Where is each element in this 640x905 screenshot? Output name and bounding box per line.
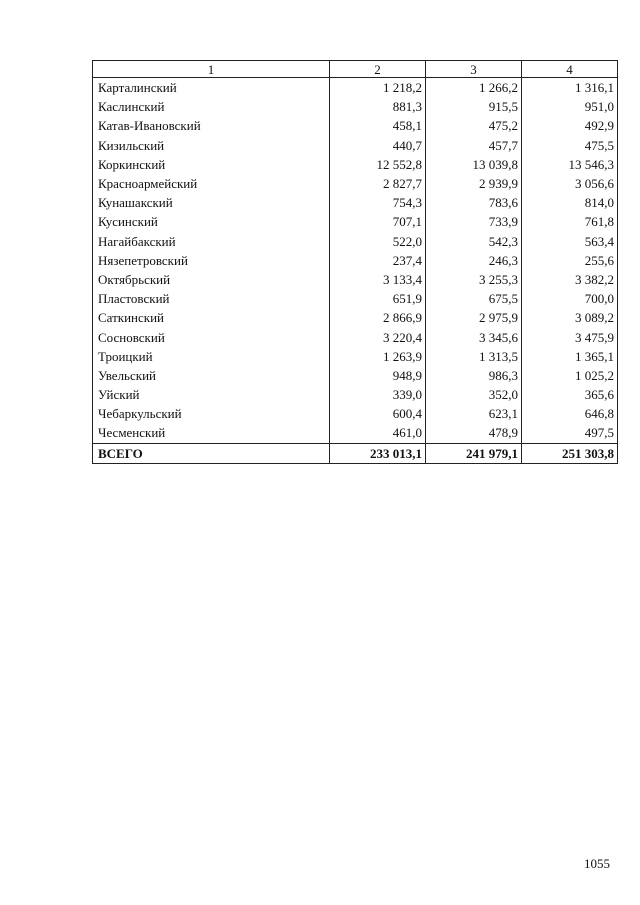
- value-col4: 13 546,3: [522, 155, 618, 174]
- district-name: Увельский: [93, 366, 330, 385]
- value-col4: 3 056,6: [522, 174, 618, 193]
- value-col2: 2 827,7: [330, 174, 426, 193]
- page-number: 1055: [584, 856, 610, 871]
- column-header-2: 2: [330, 61, 426, 78]
- table-row: [93, 251, 618, 270]
- value-col2: 881,3: [330, 97, 426, 116]
- value-col3: 1 266,2: [426, 78, 522, 98]
- district-name: Сосновский: [93, 327, 330, 346]
- value-col4: 1 365,1: [522, 347, 618, 366]
- value-col3: 2 939,9: [426, 174, 522, 193]
- value-col4: 492,9: [522, 116, 618, 135]
- table-row: [93, 327, 618, 346]
- value-col4: 1 316,1: [522, 78, 618, 98]
- district-name: Карталинский: [93, 78, 330, 98]
- district-name: Красноармейский: [93, 174, 330, 193]
- table-row: [93, 78, 618, 98]
- total-value-col2: 233 013,1: [330, 443, 426, 463]
- value-col3: 13 039,8: [426, 155, 522, 174]
- value-col2: 237,4: [330, 251, 426, 270]
- value-col2: 651,9: [330, 289, 426, 308]
- table-row: [93, 193, 618, 212]
- district-name: Катав-Ивановский: [93, 116, 330, 135]
- table-row: [93, 347, 618, 366]
- column-header-4: 4: [522, 61, 618, 78]
- table-row: [93, 404, 618, 423]
- table-row: [93, 423, 618, 443]
- value-col4: 497,5: [522, 423, 618, 443]
- value-col2: 948,9: [330, 366, 426, 385]
- district-name: Октябрьский: [93, 270, 330, 289]
- value-col3: 986,3: [426, 366, 522, 385]
- value-col4: 646,8: [522, 404, 618, 423]
- value-col4: 814,0: [522, 193, 618, 212]
- district-name: Чебаркульский: [93, 404, 330, 423]
- value-col2: 600,4: [330, 404, 426, 423]
- value-col2: 2 866,9: [330, 308, 426, 327]
- value-col3: 246,3: [426, 251, 522, 270]
- header-row: [93, 61, 618, 78]
- table-row: [93, 136, 618, 155]
- district-name: Саткинский: [93, 308, 330, 327]
- value-col2: 1 263,9: [330, 347, 426, 366]
- value-col3: 478,9: [426, 423, 522, 443]
- table-row: [93, 155, 618, 174]
- value-col3: 2 975,9: [426, 308, 522, 327]
- value-col2: 12 552,8: [330, 155, 426, 174]
- district-name: Кизильский: [93, 136, 330, 155]
- district-name: Кунашакский: [93, 193, 330, 212]
- table-header: [93, 61, 618, 78]
- column-header-1: 1: [93, 61, 330, 78]
- table-row: [93, 116, 618, 135]
- value-col3: 1 313,5: [426, 347, 522, 366]
- total-label: ВСЕГО: [93, 443, 330, 463]
- district-name: Каслинский: [93, 97, 330, 116]
- value-col3: 475,2: [426, 116, 522, 135]
- value-col2: 707,1: [330, 212, 426, 231]
- value-col3: 542,3: [426, 232, 522, 251]
- table-body: [93, 78, 618, 444]
- district-name: Кусинский: [93, 212, 330, 231]
- district-name: Нязепетровский: [93, 251, 330, 270]
- value-col2: 522,0: [330, 232, 426, 251]
- value-col4: 563,4: [522, 232, 618, 251]
- district-name: Коркинский: [93, 155, 330, 174]
- value-col2: 754,3: [330, 193, 426, 212]
- value-col3: 733,9: [426, 212, 522, 231]
- value-col4: 951,0: [522, 97, 618, 116]
- value-col4: 255,6: [522, 251, 618, 270]
- district-name: Троицкий: [93, 347, 330, 366]
- total-value-col3: 241 979,1: [426, 443, 522, 463]
- value-col4: 761,8: [522, 212, 618, 231]
- value-col2: 461,0: [330, 423, 426, 443]
- column-header-3: 3: [426, 61, 522, 78]
- value-col3: 915,5: [426, 97, 522, 116]
- table-row: [93, 174, 618, 193]
- table-row: [93, 385, 618, 404]
- value-col2: 1 218,2: [330, 78, 426, 98]
- budget-table: [92, 60, 618, 464]
- district-name: Уйский: [93, 385, 330, 404]
- table-row: [93, 366, 618, 385]
- value-col3: 783,6: [426, 193, 522, 212]
- table-row: [93, 97, 618, 116]
- value-col4: 3 089,2: [522, 308, 618, 327]
- value-col2: 3 220,4: [330, 327, 426, 346]
- value-col4: 3 475,9: [522, 327, 618, 346]
- value-col3: 623,1: [426, 404, 522, 423]
- district-name: Пластовский: [93, 289, 330, 308]
- value-col3: 352,0: [426, 385, 522, 404]
- value-col3: 675,5: [426, 289, 522, 308]
- total-value-col4: 251 303,8: [522, 443, 618, 463]
- value-col4: 3 382,2: [522, 270, 618, 289]
- table-row: [93, 289, 618, 308]
- table-row: [93, 212, 618, 231]
- table-row: [93, 232, 618, 251]
- value-col3: 3 255,3: [426, 270, 522, 289]
- value-col3: 457,7: [426, 136, 522, 155]
- value-col2: 458,1: [330, 116, 426, 135]
- table-row: [93, 270, 618, 289]
- table-row: [93, 308, 618, 327]
- value-col4: 475,5: [522, 136, 618, 155]
- value-col4: 700,0: [522, 289, 618, 308]
- value-col4: 1 025,2: [522, 366, 618, 385]
- value-col2: 339,0: [330, 385, 426, 404]
- value-col2: 440,7: [330, 136, 426, 155]
- table-footer: [93, 443, 618, 463]
- value-col2: 3 133,4: [330, 270, 426, 289]
- value-col4: 365,6: [522, 385, 618, 404]
- district-name: Нагайбакский: [93, 232, 330, 251]
- total-row: [93, 443, 618, 463]
- district-name: Чесменский: [93, 423, 330, 443]
- value-col3: 3 345,6: [426, 327, 522, 346]
